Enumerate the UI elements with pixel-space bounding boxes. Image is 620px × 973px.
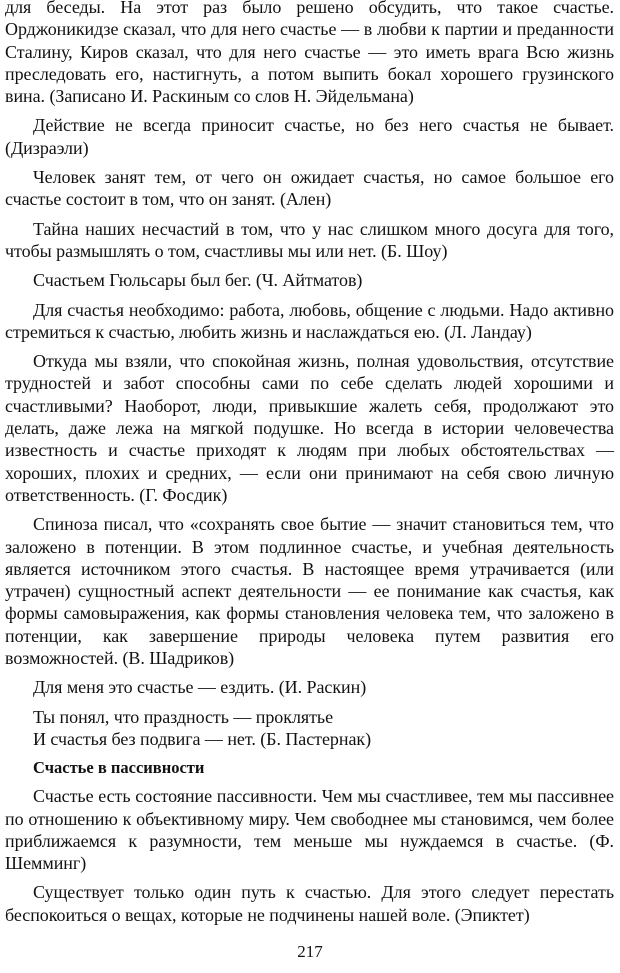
section-heading: Счастье в пассивности — [33, 758, 205, 778]
quote-disraeli: Действие не всегда приносит счастье, но без него счастья не бывает. (Дизраэли) — [5, 115, 614, 158]
quote-epictetus: Существует только один путь к счастью. Для этого следует перестать беспокоиться о вещах, которые не подчинены нашей воле. (Эпиктет) — [5, 882, 614, 925]
paragraph-continuation: для беседы. На этот раз было решено обсудить, что такое счастье. Орджоникидзе сказал, что для него счастье — в любви к партии и преданности Сталину, Киров сказал, что для него счастье — это иметь врага Всю жизнь преследовать его, настигнуть, а потом выпить бокал хорошего грузинского вина. (Записано И. Раскиным со слов Н. Эйдельмана) — [5, 0, 614, 107]
quote-shaw: Тайна наших несчастий в том, что у нас слишком много досуга для того, чтобы размышлять о том, счастливы мы или нет. (Б. Шоу) — [5, 218, 614, 261]
verse-line-1: Ты понял, что праздность — проклятье — [33, 706, 334, 727]
quote-landau: Для счастья необходимо: работа, любовь, общение с людьми. Надо активно стремиться к счастью, любить жизнь и наслаждаться ею. (Л. Ландау) — [5, 299, 614, 342]
verse-line-2: И счастья без подвига — нет. (Б. Пастернак) — [33, 728, 372, 749]
quote-pasternak — [5, 706, 614, 751]
quote-shemming: Счастье есть состояние пассивности. Чем мы счастливее, тем мы пассивнее по отношению к объективному миру. Чем свободнее мы становимся, чем более приближаемся к разумности, тем меньше мы нуждаемся в счастье. (Ф. Шемминг) — [5, 786, 614, 874]
quote-alain: Человек занят тем, от чего он ожидает счастья, но самое большое его счастье состоит в том, что он занят. (Ален) — [5, 167, 614, 210]
quote-aitmatov: Счастьем Гюльсары был бег. (Ч. Айтматов) — [33, 270, 363, 291]
page-text — [5, 0, 614, 933]
page-number: 217 — [297, 942, 323, 961]
quote-raskin: Для меня это счастье — ездить. (И. Раскин) — [33, 677, 367, 698]
quote-shadrikov: Спиноза писал, что «сохранять свое бытие — значит становиться тем, что заложено в потенции. В этом подлинное счастье, и учебная деятельность является источником этого счастья. В настоящее время утрачивается (или утрачен) сущностный аспект деятельности — ее понимание как счастья, как формы самовыражения, как формы становления человека тем, что заложено в потенции, как завершение природы человека путем развития его возможностей. (В. Шадриков) — [5, 514, 614, 669]
quote-fosdick: Откуда мы взяли, что спокойная жизнь, полная удовольствия, отсутствие трудностей и забот способны сами по себе сделать людей хорошими и счастливыми? Наоборот, люди, привыкшие жалеть себя, продолжают это делать, даже лежа на мягкой подушке. Но всегда в истории человечества известность и счастье приходят к людям при любых обстоятельствах — хороших, плохих и средних, — если они принимают на себя свою личную ответственность. (Г. Фосдик) — [5, 351, 614, 505]
